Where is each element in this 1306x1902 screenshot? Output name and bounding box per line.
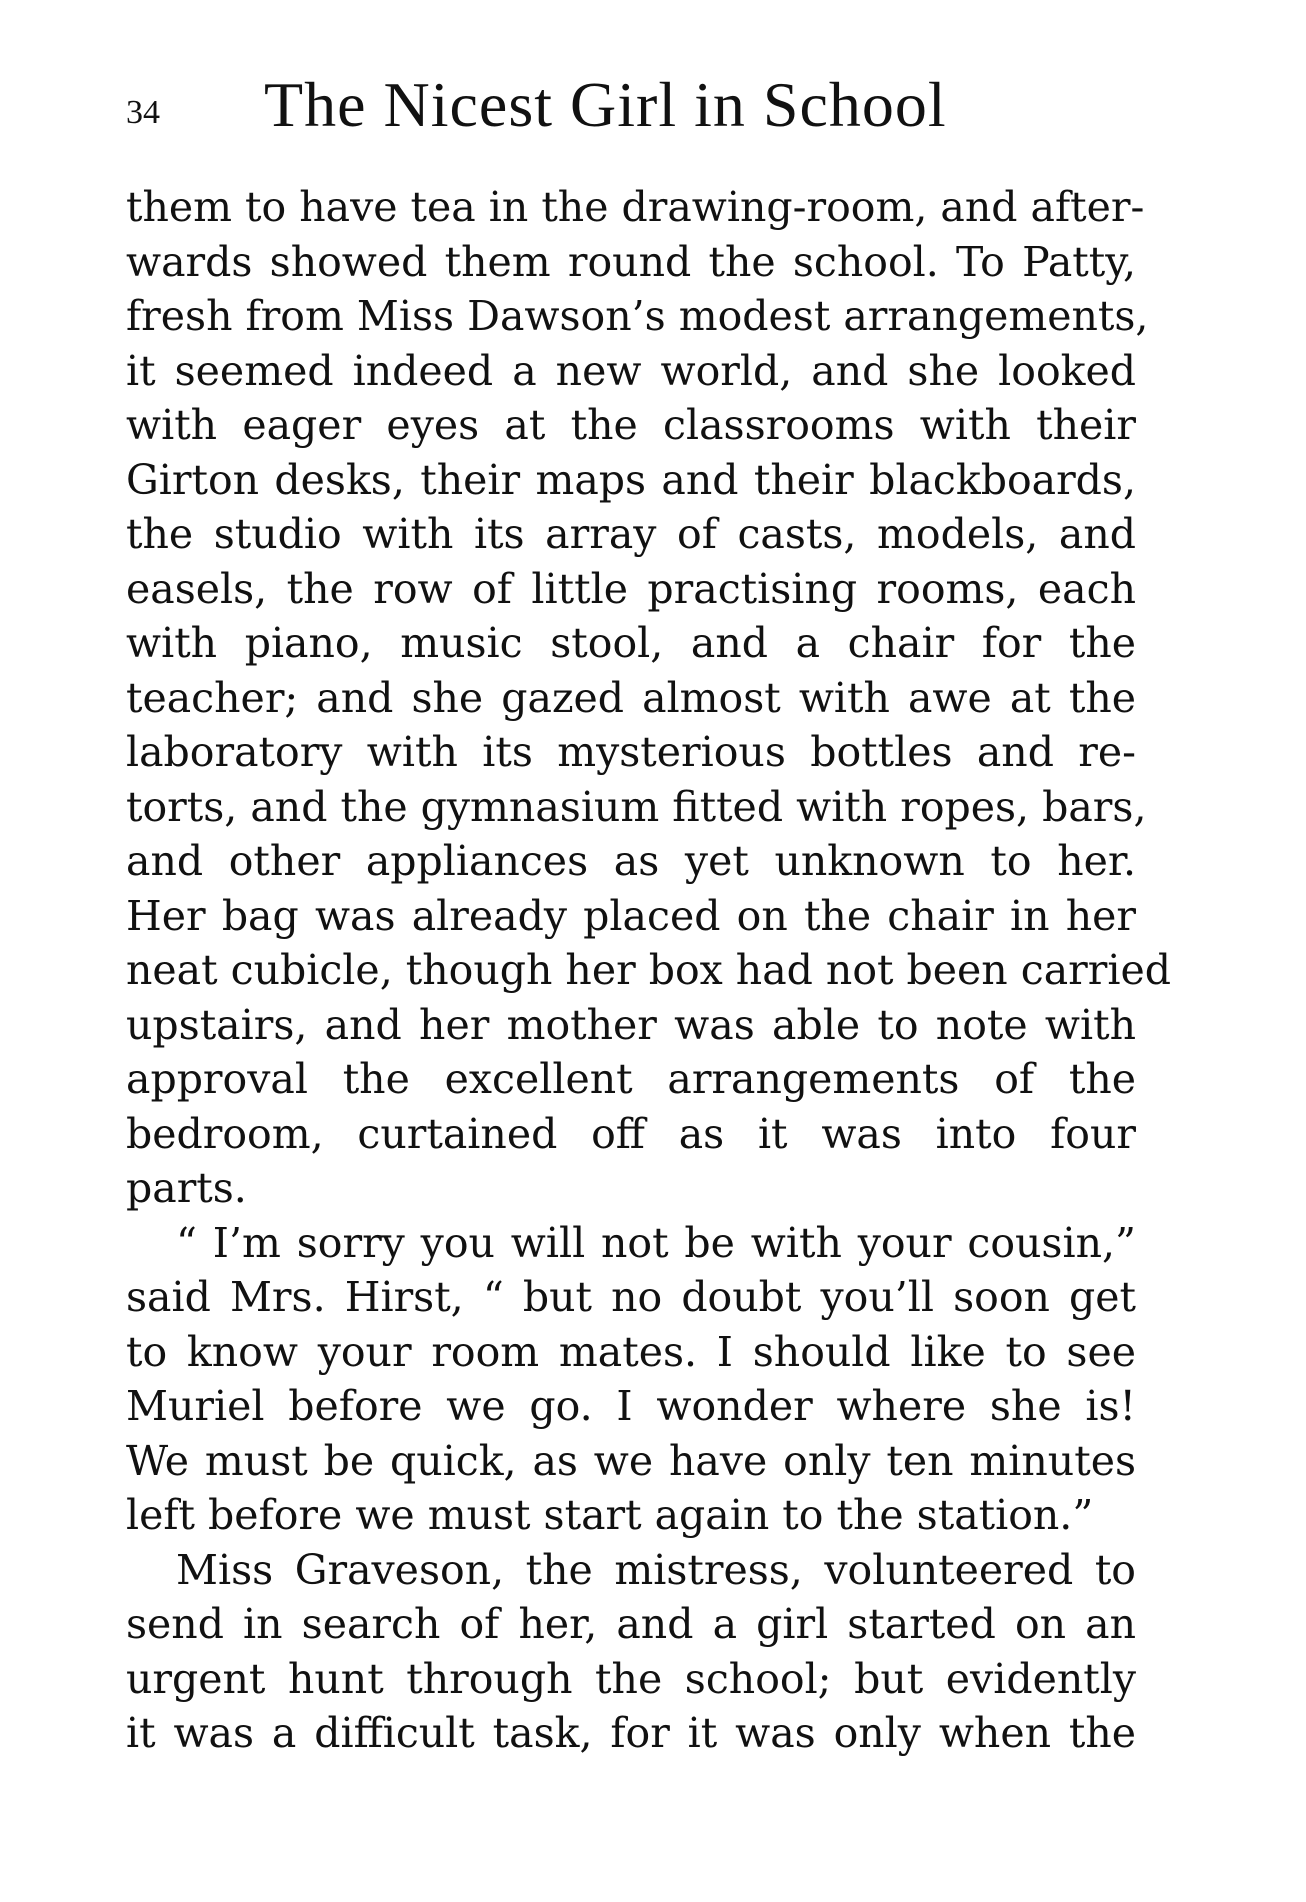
text-line: with piano, music stool, and a chair for the [126, 619, 1136, 667]
text-line: send in search of her, and a girl started on an [126, 1600, 1136, 1648]
text-line: with eager eyes at the classrooms with their [126, 401, 1136, 449]
text-line: Her bag was already placed on the chair in her [126, 891, 1136, 940]
book-title: The Nicest Girl in School [264, 69, 947, 140]
text-line: and other appliances as yet unknown to her. [126, 837, 1136, 885]
text-line: Miss Graveson, the mistress, volunteered to [176, 1545, 1136, 1594]
text-line: teacher; and she gazed almost with awe at the [126, 673, 1136, 722]
text-line: it was a difficult task, for it was only when the [126, 1709, 1136, 1757]
page-number: 34 [126, 94, 160, 131]
text-line: upstairs, and her mother was able to note with [126, 1000, 1136, 1049]
text-line: approval the excellent arrangements of the [126, 1055, 1136, 1103]
text-line: Muriel before we go. I wonder where she is! [126, 1382, 1136, 1430]
body-text [126, 180, 1171, 1761]
text-line: to know your room mates. I should like to see [126, 1327, 1136, 1376]
text-line: said Mrs. Hirst, “ but no doubt you’ll soon get [126, 1273, 1136, 1321]
text-line: neat cubicle, though her box had not been carried [126, 946, 1171, 994]
text-line: laboratory with its mysterious bottles and re- [126, 728, 1136, 776]
text-line: parts. [126, 1164, 247, 1212]
running-head [126, 68, 1136, 148]
text-line: wards showed them round the school. To Patty, [126, 237, 1136, 286]
text-line: it seemed indeed a new world, and she looked [126, 346, 1136, 395]
text-line: urgent hunt through the school; but evidently [126, 1654, 1136, 1703]
text-line: bedroom, curtained off as it was into four [126, 1109, 1136, 1158]
text-line: them to have tea in the drawing-room, and after- [126, 183, 1145, 231]
text-line: “ I’m sorry you will not be with your cousin,” [176, 1218, 1136, 1267]
text-line: We must be quick, as we have only ten minutes [126, 1436, 1136, 1485]
text-line: the studio with its array of casts, models, and [126, 510, 1136, 558]
text-line: fresh from Miss Dawson’s modest arrangements, [126, 292, 1149, 340]
text-line: easels, the row of little practising rooms, each [126, 564, 1136, 613]
text-line: torts, and the gymnasium fitted with ropes, bars, [126, 782, 1147, 831]
text-line: left before we must start again to the station.” [126, 1491, 1094, 1539]
text-line: Girton desks, their maps and their blackboards, [126, 455, 1136, 504]
